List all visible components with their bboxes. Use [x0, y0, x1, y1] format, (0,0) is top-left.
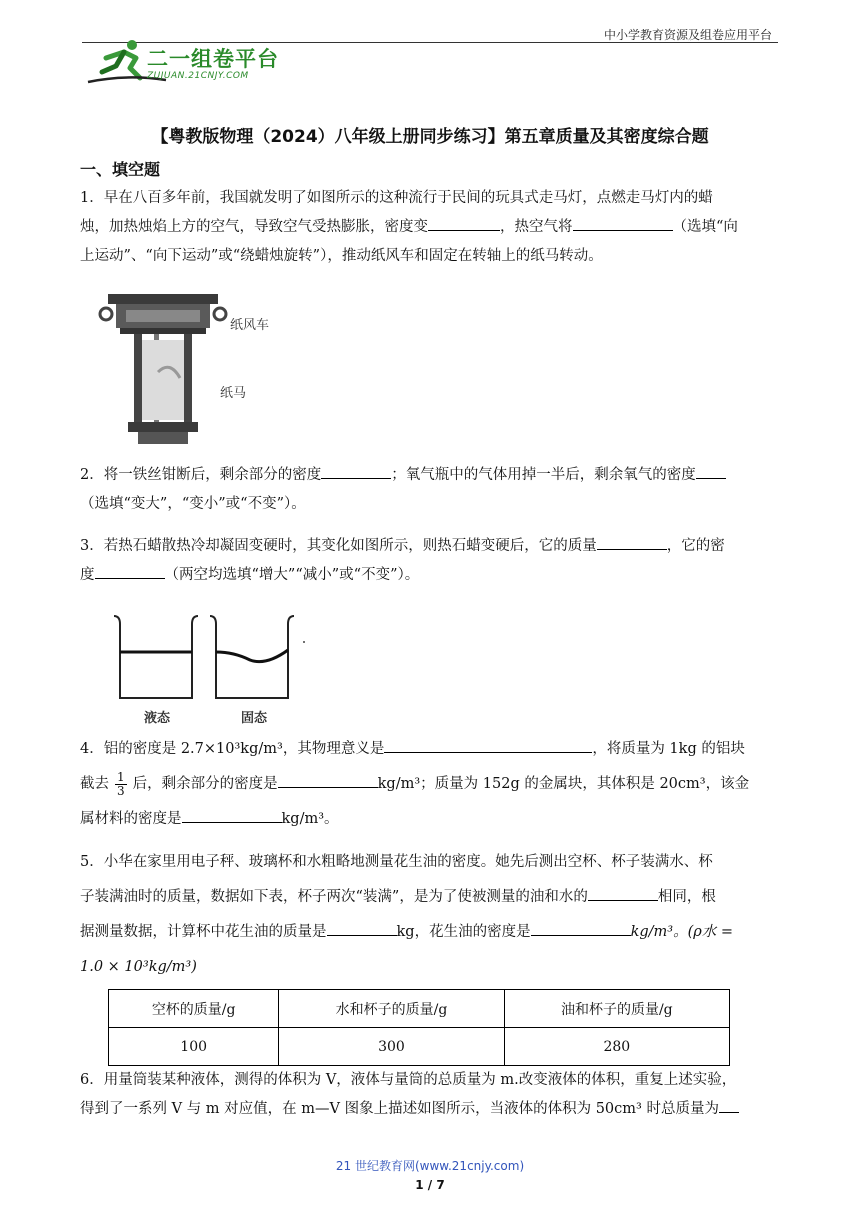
q6-line2-text-a: 得到了一系列 V 与 m 对应值，在 m—V 图象上描述如图所示，当液体的体积为 50cm³ 时总质量为	[80, 1101, 719, 1117]
q2-line1-text-b: ；氧气瓶中的气体用掉一半后，剩余氧气的密度	[391, 467, 696, 483]
q3-line2-text-a: 度	[80, 567, 95, 583]
logo-sub-text: ZUJUAN.21CNJY.COM	[147, 71, 249, 81]
q4-blank-2[interactable]	[278, 771, 378, 788]
question-1	[80, 184, 782, 271]
fig-label-paper-windmill: 纸风车	[230, 318, 270, 333]
page-title: 【粤教版物理（2024）八年级上册同步练习】第五章质量及其密度综合题	[151, 127, 709, 147]
footer-website-link[interactable]: 21 世纪教育网(www.21cnjy.com)	[335, 1159, 525, 1173]
q5-blank-2[interactable]	[327, 919, 397, 936]
q5-line3-text-a: 据测量数据，计算杯中花生油的质量是	[80, 924, 327, 940]
q5-rho-water: 。(ρ水 =	[673, 924, 734, 940]
table-cell: 100	[109, 1028, 279, 1066]
q6-line2	[80, 1095, 782, 1124]
page-number: 1 / 7	[415, 1178, 445, 1192]
q5-blank-3[interactable]	[531, 919, 631, 936]
q3-line2-text-b: （两空均选填“增大”“减小”或“不变”）。	[164, 567, 420, 583]
header-platform-text: 中小学教育资源及组卷应用平台	[603, 28, 772, 42]
q1-blank-1[interactable]	[428, 214, 500, 231]
table-header-cell: 水和杯子的质量/g	[279, 990, 504, 1028]
q3-blank-1[interactable]	[597, 533, 667, 550]
q5-line3-text-b: kg，花生油的密度是	[396, 924, 531, 940]
table-cell: 300	[279, 1028, 504, 1066]
q4-blank-3[interactable]	[182, 806, 282, 823]
fig-label-solid: 固态	[241, 711, 268, 726]
q3-line1-text-a: 3．若热石蜡散热冷却凝固变硬时，其变化如图所示，则热石蜡变硬后，它的质量	[80, 538, 597, 554]
q4-line3-text-a: 属材料的密度是	[80, 811, 182, 827]
q2-blank-2[interactable]	[696, 462, 726, 479]
q2-line1-text-a: 2．将一铁丝钳断后，剩余部分的密度	[80, 467, 322, 483]
mass-data-table	[108, 989, 730, 1066]
q4-line3-text-b: kg/m³。	[281, 811, 339, 827]
fig-label-liquid: 液态	[144, 711, 171, 726]
q1-line2-text-b: ，热空气将	[500, 219, 573, 235]
q4-line1-text-b: ，将质量为 1kg 的铝块	[592, 741, 745, 757]
q5-line4: 1.0 × 10³kg/m³)	[80, 959, 197, 975]
beakers-figure	[110, 612, 310, 706]
q4-line2-text-a: 截去	[80, 776, 109, 792]
table-cell: 280	[504, 1028, 729, 1066]
table-header-row	[109, 990, 730, 1028]
q6-blank-1[interactable]	[719, 1096, 739, 1113]
table-header-cell: 空杯的质量/g	[109, 990, 279, 1028]
q4-line1	[80, 732, 782, 767]
lantern-figure	[98, 288, 228, 448]
question-6	[80, 1066, 782, 1124]
q2-blank-1[interactable]	[321, 462, 391, 479]
q4-line2-text-c: kg/m³；质量为 152g 的金属块，其体积是 20cm³，该金	[377, 776, 750, 792]
q1-line2	[80, 213, 782, 242]
question-2	[80, 461, 782, 519]
question-5	[80, 845, 782, 985]
table-row	[109, 1028, 730, 1066]
q1-line2-text-a: 烛，加热烛焰上方的空气，导致空气受热膨胀，密度变	[80, 219, 428, 235]
q1-line2-text-c: （选填“向	[672, 219, 738, 235]
q5-blank-1[interactable]	[588, 884, 658, 901]
q1-blank-2[interactable]	[573, 214, 673, 231]
q5-line2-text-b: 相同，根	[657, 889, 716, 905]
q3-blank-2[interactable]	[95, 562, 165, 579]
logo-main-text: 二一组卷平台	[147, 47, 279, 71]
q5-line2-text-a: 子装满油时的质量，数据如下表，杯子两次“装满”，是为了使被测量的油和水的	[80, 889, 588, 905]
q4-line3	[80, 802, 782, 837]
q5-line2	[80, 880, 782, 915]
q1-line3: 上运动”、“向下运动”或“绕蜡烛旋转”），推动纸风车和固定在转轴上的纸马转动。	[80, 248, 603, 264]
question-3	[80, 532, 782, 590]
q5-line3	[80, 915, 782, 950]
q4-line1-text-a: 4．铝的密度是 2.7×10³kg/m³，其物理意义是	[80, 741, 385, 757]
q2-line1	[80, 461, 782, 490]
q2-line2: （选填“变大”，“变小”或“不变”）。	[80, 496, 306, 512]
q6-line1: 6．用量筒装某种液体，测得的体积为 V，液体与量筒的总质量为 m.改变液体的体积，重复上述实验，	[80, 1072, 737, 1088]
q4-line2	[80, 767, 782, 802]
q5-line1: 5．小华在家里用电子秤、玻璃杯和水粗略地测量花生油的密度。她先后测出空杯、杯子装满水、杯	[80, 854, 713, 870]
q3-line2	[80, 561, 782, 590]
q4-blank-1[interactable]	[384, 736, 592, 753]
fig-label-paper-horse: 纸马	[220, 386, 247, 401]
table-header-cell: 油和杯子的质量/g	[504, 990, 729, 1028]
q1-line1: 1．早在八百多年前，我国就发明了如图所示的这种流行于民间的玩具式走马灯，点燃走马灯内的蜡	[80, 190, 713, 206]
fraction-one-third: $\frac{1}{3}$	[117, 769, 125, 798]
q3-line1	[80, 532, 782, 561]
q5-unit: kg/m³	[630, 924, 674, 940]
q4-line2-text-b: 后，剩余部分的密度是	[132, 776, 278, 792]
section-heading: 一、填空题	[80, 160, 161, 179]
q3-line1-text-b: ，它的密	[666, 538, 725, 554]
question-4	[80, 732, 782, 837]
